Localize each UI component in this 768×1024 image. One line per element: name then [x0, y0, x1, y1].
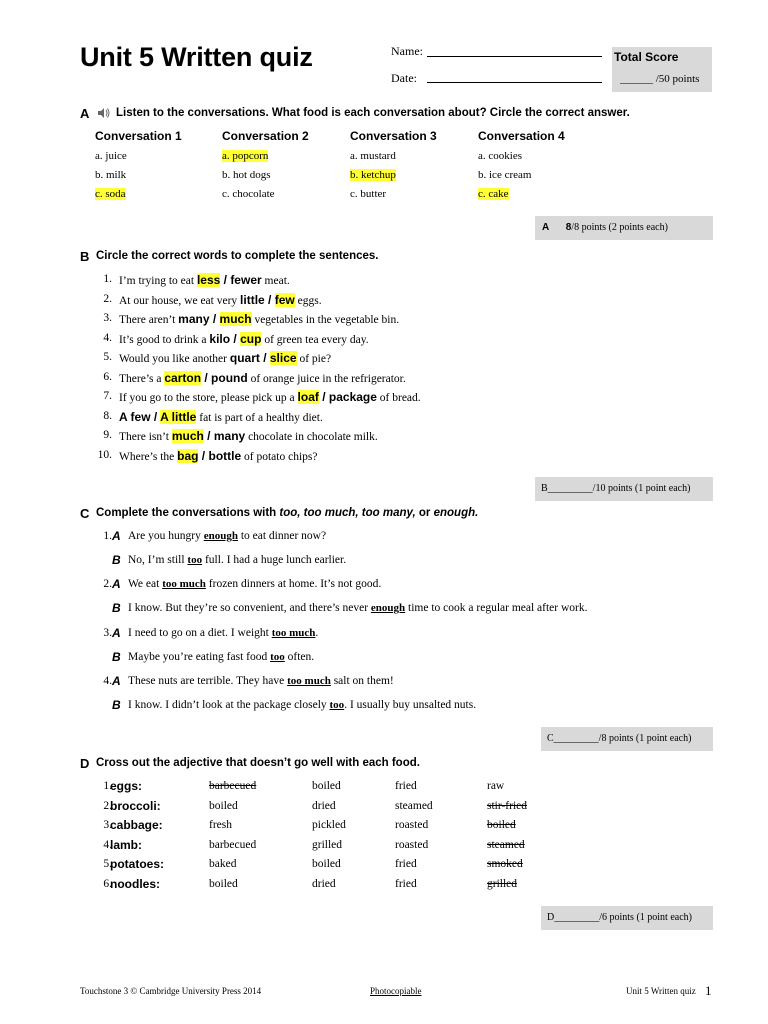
line-text: full. I had a huge lunch earlier. [202, 554, 347, 566]
answer-option: c. soda [95, 188, 126, 200]
section-d-instruction: Cross out the adjective that doesn’t go well with each food. [96, 757, 420, 769]
answer-option: b. ice cream [478, 169, 532, 181]
food-name: lamb: [110, 837, 143, 852]
adjective[interactable]: fresh [209, 819, 232, 831]
line-text: salt on them! [330, 675, 394, 687]
choice-word[interactable]: pound [211, 370, 248, 385]
choice-separator: / [259, 351, 270, 365]
item-number: 6. [103, 370, 112, 383]
choice-separator: / [198, 448, 209, 463]
line-text: We eat [128, 578, 163, 590]
sentence-text: chocolate in chocolate milk. [245, 431, 378, 443]
adjective[interactable]: stir-fried [487, 799, 528, 812]
item-number: 10. [97, 448, 112, 461]
choice-separator: / [318, 390, 329, 404]
answer-blank: too much [271, 627, 316, 639]
sentence-text: vegetables in the vegetable bin. [251, 314, 400, 326]
item-number: 2. [103, 578, 112, 590]
choice-word[interactable]: fewer [230, 273, 262, 287]
line-text: frozen dinners at home. It’s not good. [205, 578, 382, 590]
sentence-text: eggs. [294, 294, 322, 307]
sentence-text: I’m trying to eat [119, 275, 197, 287]
line-text: time to cook a regular meal after work. [405, 602, 588, 614]
section-d-letter: D [80, 756, 90, 771]
item-number: 4. [103, 331, 112, 344]
answer-blank: too [329, 699, 345, 711]
sentence-text: Would you like another [119, 353, 230, 365]
choice-word[interactable]: few [274, 292, 295, 307]
answer-option: c. cake [478, 188, 509, 200]
adjective[interactable]: roasted [395, 819, 429, 831]
sentence [119, 332, 369, 346]
item-number: 3. [103, 312, 112, 324]
sentence-text: of green tea every day. [261, 333, 369, 346]
line-text: . [315, 627, 319, 639]
total-score-points: ______ /50 points [620, 73, 700, 85]
adjective[interactable]: raw [487, 780, 505, 792]
adjective[interactable]: barbecued [209, 838, 257, 851]
section-a-instruction: Listen to the conversations. What food is each conversation about? Circle the correct answer. [116, 107, 630, 119]
sentence-text: of bread. [376, 392, 421, 404]
line-text: I need to go on a diet. I weight [128, 627, 272, 639]
item-number: 1. [103, 780, 112, 792]
conversation-line [128, 651, 314, 663]
footer-page-number: 1 [705, 983, 712, 998]
name-label: Name: [391, 44, 423, 58]
adjective[interactable]: baked [209, 858, 237, 870]
food-name: cabbage: [110, 818, 163, 832]
adjective[interactable]: boiled [312, 858, 341, 870]
answer-blank: too much [287, 675, 331, 687]
choice-separator: / [230, 331, 241, 346]
choice-separator: / [201, 370, 212, 385]
food-name: potatoes: [110, 857, 164, 871]
section-c-score-text: C_________/8 points (1 point each) [547, 733, 692, 744]
item-number: 7. [103, 390, 112, 402]
name-field[interactable] [427, 56, 602, 57]
speaker-label: A [112, 529, 121, 543]
speaker-label: B [112, 553, 121, 567]
item-number: 4. [103, 838, 112, 851]
choice-word[interactable]: less [196, 273, 221, 287]
section-a-score-text: /8 points (2 points each) [571, 222, 668, 233]
section-c-score-box [541, 727, 713, 751]
choice-word[interactable]: package [328, 390, 377, 404]
answer-option: c. chocolate [222, 188, 275, 200]
food-name: noodles: [110, 876, 160, 891]
adjective[interactable]: fried [395, 877, 417, 890]
footer-unit-title: Unit 5 Written quiz [626, 986, 696, 996]
section-d-score-text: D_________/6 points (1 point each) [547, 912, 692, 923]
speaker-label: A [112, 626, 121, 640]
adjective[interactable]: pickled [312, 819, 346, 831]
answer-blank: too [270, 651, 285, 663]
item-number: 4. [103, 675, 112, 687]
sentence [119, 449, 317, 463]
section-c-letter: C [80, 506, 90, 521]
conversation-line [128, 554, 346, 566]
adjective[interactable]: boiled [312, 780, 341, 792]
line-text: Maybe you’re eating fast food [128, 651, 271, 663]
sentence-text: fat is part of a healthy diet. [196, 411, 323, 424]
sentence [119, 273, 290, 287]
answer-option: a. popcorn [222, 150, 269, 162]
line-text: often. [284, 651, 315, 663]
answer-option: b. hot dogs [222, 169, 271, 181]
adjective[interactable]: fried [395, 780, 417, 792]
item-number: 3. [103, 819, 112, 831]
date-label: Date: [391, 71, 417, 85]
sentence-text: There aren’t [119, 314, 179, 326]
item-number: 9. [103, 429, 112, 441]
item-number: 5. [103, 351, 112, 363]
sentence-text: of pie? [296, 353, 332, 365]
sentence [119, 312, 399, 326]
section-b-instruction: Circle the correct words to complete the sentences. [96, 250, 379, 262]
answer-blank: enough [370, 602, 406, 614]
choice-word[interactable]: A little [160, 409, 197, 424]
footer-copyright: Touchstone 3 © Cambridge University Press 2014 [80, 986, 262, 996]
speaker-icon [97, 107, 111, 119]
sentence [119, 293, 322, 307]
choice-word[interactable]: slice [269, 351, 297, 365]
section-c-instruction: Complete the conversations with too, too much, too many, or enough. [96, 507, 479, 519]
choice-word[interactable]: loaf [297, 390, 319, 404]
choice-word[interactable]: quart [229, 351, 260, 365]
adjective[interactable]: boiled [487, 819, 516, 831]
sentence-text: If you go to the store, please pick up a [119, 392, 298, 404]
section-a-letter: A [80, 106, 90, 121]
sentence-text: of potato chips? [241, 450, 318, 463]
speaker-label: B [112, 650, 121, 664]
adjective[interactable]: boiled [209, 799, 238, 812]
conversation-heading: Conversation 1 [95, 129, 182, 143]
choice-separator: / [150, 409, 161, 424]
choice-word[interactable]: bottle [208, 448, 242, 463]
food-name: eggs: [110, 779, 143, 793]
item-number: 8. [103, 409, 112, 422]
line-text: No, I’m still [128, 554, 188, 566]
choice-separator: / [220, 273, 231, 287]
adjective[interactable]: fried [395, 858, 417, 870]
item-number: 3. [103, 627, 112, 639]
conversation-heading: Conversation 4 [478, 129, 565, 143]
answer-option: c. butter [350, 188, 387, 200]
line-text: I know. I didn’t look at the package closely [128, 699, 330, 711]
choice-separator: / [209, 312, 220, 326]
sentence-text: There isn’t [119, 431, 172, 443]
choice-word[interactable]: bag [177, 448, 199, 463]
answer-blank: too much [162, 578, 206, 590]
choice-word[interactable]: many [213, 429, 246, 443]
sentence [119, 410, 323, 424]
section-a-score-box [535, 216, 713, 240]
item-number: 2. [103, 292, 112, 305]
adjective[interactable]: barbecued [209, 780, 257, 792]
sentence-text: of orange juice in the refrigerator. [247, 372, 406, 385]
conversation-line [128, 675, 394, 687]
sentence [119, 351, 331, 365]
adjective[interactable]: smoked [487, 858, 523, 870]
choice-word[interactable]: carton [164, 370, 202, 385]
choice-word[interactable]: many [178, 312, 210, 326]
speaker-label: B [112, 601, 121, 615]
choice-word[interactable]: much [219, 312, 252, 326]
choice-separator: / [264, 292, 275, 307]
adjective[interactable]: steamed [487, 838, 525, 851]
item-number: 2. [103, 799, 112, 812]
section-b-score-text: B_________/10 points (1 point each) [541, 483, 691, 494]
sentence [119, 371, 406, 385]
sentence-text: Where’s the [119, 450, 178, 463]
date-field[interactable] [427, 82, 602, 83]
line-text: . I usually buy unsalted nuts. [344, 699, 477, 711]
conversation-heading: Conversation 2 [222, 129, 309, 143]
choice-separator: / [203, 429, 214, 443]
sentence-text: It’s good to drink a [119, 333, 210, 346]
speaker-label: A [112, 577, 121, 591]
line-text: I know. But they’re so convenient, and there’s never [128, 602, 371, 614]
adjective[interactable]: grilled [312, 838, 343, 851]
choice-word[interactable]: A few [119, 409, 151, 424]
conversation-line [128, 602, 588, 614]
answer-option: a. mustard [350, 150, 396, 162]
choice-word[interactable]: much [171, 429, 204, 443]
choice-word[interactable]: kilo [209, 331, 231, 346]
adjective[interactable]: roasted [395, 838, 429, 851]
answer-blank: enough [203, 530, 238, 542]
section-a-score-value: 8 [565, 222, 572, 233]
sentence [119, 390, 421, 404]
total-score-box [612, 47, 712, 92]
choice-word[interactable]: cup [240, 331, 262, 346]
section-b-letter: B [80, 249, 90, 264]
adjective[interactable]: steamed [395, 799, 433, 812]
speaker-label: B [112, 698, 121, 712]
answer-option: b. milk [95, 169, 127, 181]
section-d-score-box [541, 906, 713, 930]
adjective[interactable]: grilled [487, 877, 518, 890]
adjective[interactable]: boiled [209, 877, 238, 890]
total-score-label: Total Score [614, 50, 679, 64]
sentence-text: meat. [261, 275, 290, 287]
answer-option: a. cookies [478, 150, 522, 162]
item-number: 1. [103, 273, 112, 285]
conversation-line [128, 699, 476, 711]
adjective[interactable]: dried [312, 877, 336, 890]
answer-option: a. juice [95, 150, 127, 162]
adjective[interactable]: dried [312, 799, 336, 812]
line-text: Are you hungry [128, 530, 204, 542]
section-b-score-box [535, 477, 713, 501]
item-number: 6. [103, 877, 112, 890]
choice-word[interactable]: little [240, 292, 265, 307]
speaker-label: A [112, 674, 121, 688]
answer-blank: too [187, 554, 203, 566]
sentence [119, 429, 378, 443]
conversation-line [128, 627, 318, 639]
conversation-heading: Conversation 3 [350, 129, 437, 143]
item-number: 1. [103, 530, 112, 542]
conversation-line [128, 530, 326, 542]
section-a-score-letter: A [542, 222, 550, 233]
page-title: Unit 5 Written quiz [80, 42, 313, 72]
footer-photocopiable: Photocopiable [370, 986, 422, 996]
answer-option: b. ketchup [350, 169, 396, 181]
line-text: to eat dinner now? [237, 530, 327, 542]
line-text: These nuts are terrible. They have [128, 675, 288, 687]
sentence-text: There’s a [119, 372, 165, 385]
sentence-text: At our house, we eat very [119, 294, 241, 307]
food-name: broccoli: [110, 798, 161, 813]
conversation-line [128, 578, 381, 590]
item-number: 5. [103, 858, 112, 870]
